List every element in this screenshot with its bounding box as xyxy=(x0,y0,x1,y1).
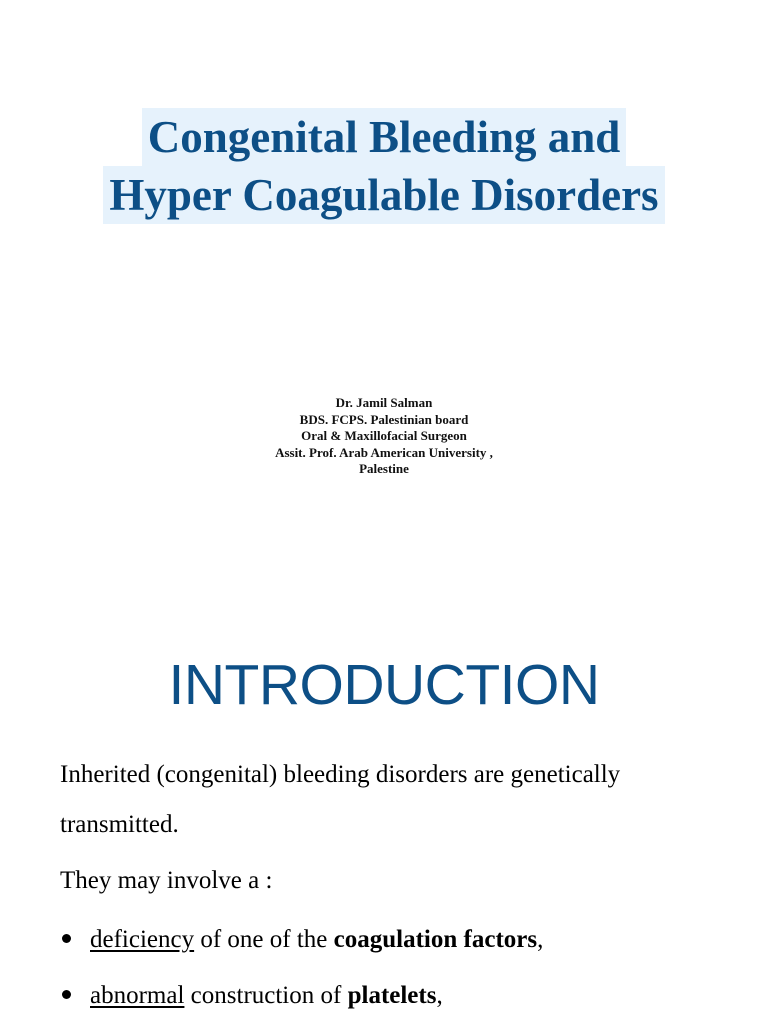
bullet-text: of one of the xyxy=(194,926,334,953)
bullet-icon xyxy=(62,934,71,943)
author-specialty: Oral & Maxillofacial Surgeon xyxy=(301,428,467,444)
document-title xyxy=(0,108,768,224)
title-line-2: Hyper Coagulable Disorders xyxy=(103,166,664,224)
bullet-bold-term: coagulation factors xyxy=(333,926,538,953)
bullet-icon xyxy=(62,990,71,999)
bullet-text: construction of xyxy=(184,982,348,1009)
author-info xyxy=(0,395,768,478)
bullet-underlined-term: abnormal xyxy=(90,982,185,1009)
author-name: Dr. Jamil Salman xyxy=(335,395,433,410)
intro-paragraph: Inherited (congenital) bleeding disorders are genetically transmitted. xyxy=(60,761,621,838)
title-line-1: Congenital Bleeding and xyxy=(142,108,627,166)
bullet-punctuation: , xyxy=(436,982,443,1009)
list-item xyxy=(60,968,740,1024)
list-item xyxy=(60,912,740,968)
bullet-punctuation: , xyxy=(537,926,544,953)
section-heading-introduction: INTRODUCTION xyxy=(168,653,600,717)
bullet-bold-term: platelets xyxy=(347,982,437,1009)
author-country: Palestine xyxy=(359,461,409,477)
involve-paragraph: They may involve a : xyxy=(60,867,273,894)
author-credentials: BDS. FCPS. Palestinian board xyxy=(299,411,469,427)
author-affiliation: Assit. Prof. Arab American University , xyxy=(275,444,493,460)
bullet-underlined-term: deficiency xyxy=(90,926,195,953)
bullet-list xyxy=(60,912,740,1024)
